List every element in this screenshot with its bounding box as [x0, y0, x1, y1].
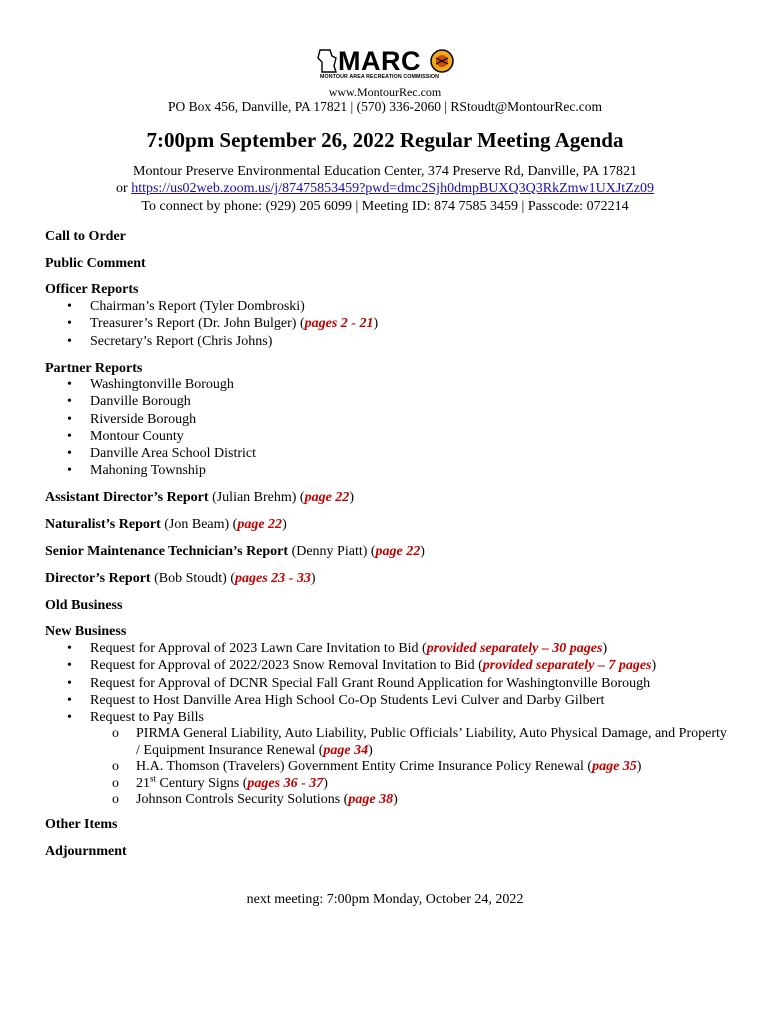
- call-to-order-heading: Call to Order: [45, 229, 126, 244]
- list-item: • Request to Pay Bills: [67, 710, 204, 726]
- list-item: o Johnson Controls Security Solutions (page 38): [112, 792, 398, 807]
- officer-reports-list: [45, 298, 378, 350]
- bills-list: [112, 726, 732, 809]
- page-title: 7:00pm September 26, 2022 Regular Meeting Agenda: [146, 128, 624, 152]
- other-items-heading: Other Items: [45, 817, 118, 832]
- partner-reports-list: [45, 376, 256, 480]
- phone-line: To connect by phone: (929) 205 6099 | Meeting ID: 874 7585 3459 | Passcode: 072214: [141, 199, 629, 214]
- page-reference: pages 23 - 33: [235, 571, 311, 586]
- zoom-link[interactable]: https://us02web.zoom.us/j/87475853459?pwd=dmc2Sjh0dmpBUXQ3Q3RkZmw1UXJtZz09: [131, 181, 654, 196]
- partner-reports-heading: Partner Reports: [45, 361, 143, 376]
- page-reference: pages 36 - 37: [247, 775, 324, 791]
- new-business-list: [45, 640, 656, 726]
- officer-reports-heading: Officer Reports: [45, 282, 139, 297]
- page-reference: page 35: [592, 759, 637, 774]
- contact-line: PO Box 456, Danville, PA 17821 | (570) 336-2060 | RStoudt@MontourRec.com: [168, 99, 602, 114]
- list-item: • Danville Borough: [67, 394, 191, 410]
- public-comment-heading: Public Comment: [45, 256, 146, 271]
- logo-subtitle: MONTOUR AREA RECREATION COMMISSION: [320, 74, 440, 80]
- maintenance-report: Senior Maintenance Technician’s Report (Denny Piatt) (page 22): [45, 544, 425, 559]
- assistant-director-report: Assistant Director’s Report (Julian Brehm) (page 22): [45, 490, 354, 505]
- list-item: • Treasurer’s Report (Dr. John Bulger) (pages 2 - 21): [67, 316, 379, 332]
- page-reference: page 22: [237, 517, 283, 532]
- director-report: Director’s Report (Bob Stoudt) (pages 23 - 33): [45, 571, 316, 586]
- list-item: • Montour County: [67, 428, 184, 444]
- list-item: • Request for Approval of 2022/2023 Snow Removal Invitation to Bid (provided separately – 7 pages): [67, 658, 657, 674]
- zoom-line: [0, 181, 770, 197]
- page-reference: page 22: [375, 544, 421, 559]
- list-item: • Secretary’s Report (Chris Johns): [67, 333, 273, 349]
- page-reference: provided separately – 7 pages: [482, 658, 652, 674]
- list-item: • Request for Approval of 2023 Lawn Care Invitation to Bid (provided separately – 30 pages): [67, 641, 608, 656]
- list-item: • Mahoning Township: [67, 463, 206, 479]
- list-item: • Request to Host Danville Area High School Co-Op Students Levi Culver and Darby Gilbert: [67, 692, 605, 708]
- list-item: • Danville Area School District: [67, 446, 257, 462]
- website-text: www.MontourRec.com: [328, 85, 442, 99]
- list-item: o H.A. Thomson (Travelers) Government Entity Crime Insurance Policy Renewal (page 35): [112, 759, 642, 774]
- logo-wordmark: MARC: [338, 46, 421, 76]
- list-item: • Chairman’s Report (Tyler Dombroski): [67, 299, 305, 314]
- list-item: • Washingtonville Borough: [67, 377, 234, 392]
- list-item: • Request for Approval of DCNR Special Fall Grant Round Application for Washingtonville Borough: [67, 675, 651, 691]
- marc-logo: [316, 46, 456, 84]
- old-business-heading: Old Business: [45, 598, 123, 613]
- page-reference: provided separately – 30 pages: [426, 641, 603, 656]
- page-reference: page 38: [348, 792, 394, 807]
- zoom-prefix: or: [116, 181, 132, 196]
- list-item: o PIRMA General Liability, Auto Liability, Public Officials’ Liability, Auto Physical Damage, and Property / Equipment Insurance Renewal (page 34): [112, 726, 727, 758]
- new-business-heading: New Business: [45, 624, 127, 639]
- page-reference: page 22: [304, 490, 350, 505]
- page-reference: page 34: [323, 742, 369, 758]
- naturalist-report: Naturalist’s Report (Jon Beam) (page 22): [45, 517, 287, 532]
- list-item: • Riverside Borough: [67, 411, 197, 427]
- next-meeting-text: next meeting: 7:00pm Monday, October 24, 2022: [246, 892, 524, 907]
- list-item: o 21st Century Signs (pages 36 - 37): [112, 772, 328, 791]
- adjournment-heading: Adjournment: [45, 844, 127, 859]
- location-line: Montour Preserve Environmental Education Center, 374 Preserve Rd, Danville, PA 17821: [133, 164, 637, 179]
- page-reference: pages 2 - 21: [304, 316, 374, 332]
